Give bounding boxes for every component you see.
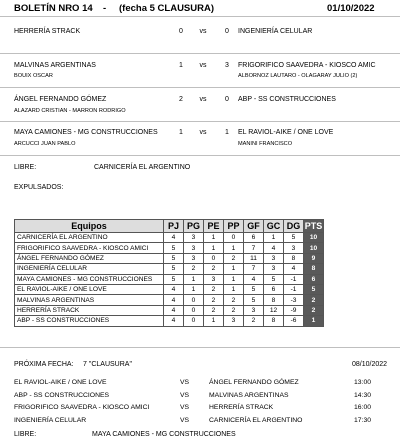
cell-pts: 2: [304, 305, 324, 315]
cell-pe: 2: [204, 305, 224, 315]
cell-pe: 2: [204, 284, 224, 294]
standings-body: [15, 233, 324, 327]
cell-pts: 10: [304, 233, 324, 243]
match-4-home-scorers: ARCUCCI JUAN PABLO: [14, 141, 76, 147]
col-pp: PP: [224, 220, 244, 233]
table-row: [15, 284, 324, 294]
cell-pg: 2: [184, 264, 204, 274]
cell-gf: 4: [244, 274, 264, 284]
cell-pts: 9: [304, 253, 324, 263]
match-3-away-goals: 0: [225, 96, 229, 103]
cell-pp: 2: [224, 305, 244, 315]
fixture-home: ABP - SS CONSTRUCCIONES: [14, 391, 110, 399]
match-4-home-goals: 1: [179, 129, 183, 136]
col-pj: PJ: [164, 220, 184, 233]
cell-gf: 6: [244, 233, 264, 243]
next-libre-team: MAYA CAMIONES - MG CONSTRUCCIONES: [92, 431, 236, 438]
cell-team: EL RAVIOL-AIKE / ONE LOVE: [15, 284, 164, 294]
cell-gc: 3: [264, 264, 284, 274]
cell-pts: 10: [304, 243, 324, 253]
cell-pts: 5: [304, 284, 324, 294]
cell-pp: 2: [224, 295, 244, 305]
match-4-away: EL RAVIOL-AIKE / ONE LOVE: [238, 129, 334, 136]
cell-pe: 1: [204, 243, 224, 253]
cell-dg: -6: [284, 316, 304, 326]
cell-pj: 5: [164, 243, 184, 253]
cell-pe: 2: [204, 264, 224, 274]
cell-team: MALVINAS ARGENTINAS: [15, 295, 164, 305]
cell-gf: 5: [244, 284, 264, 294]
cell-pp: 1: [224, 243, 244, 253]
table-row: [15, 316, 324, 326]
next-round-date: 08/10/2022: [352, 361, 388, 368]
match-1-home: HERRERÍA STRACK: [14, 28, 81, 35]
fixture-time: 17:30: [354, 416, 372, 424]
fixture-home: FRIGORIFICO SAAVEDRA - KIOSCO AMICI: [14, 404, 150, 411]
fixture-away: HERRERÍA STRACK: [209, 404, 274, 411]
cell-pg: 1: [184, 284, 204, 294]
match-3-away: ABP - SS CONSTRUCCIONES: [238, 96, 336, 103]
cell-pp: 1: [224, 264, 244, 274]
cell-pe: 2: [204, 295, 224, 305]
cell-dg: 4: [284, 264, 304, 274]
cell-team: INGENIERÍA CELULAR: [15, 264, 164, 274]
cell-pg: 3: [184, 243, 204, 253]
match-2-vs: vs: [199, 62, 207, 69]
col-pg: PG: [184, 220, 204, 233]
cell-pp: 1: [224, 274, 244, 284]
match-2-away-scorers: ALBORNOZ LAUTARO - OLAGARAY JULIO (2): [238, 73, 358, 79]
col-dg: DG: [284, 220, 304, 233]
cell-pts: 1: [304, 316, 324, 326]
cell-dg: -9: [284, 305, 304, 315]
cell-gf: 7: [244, 264, 264, 274]
match-2-home-goals: 1: [179, 62, 183, 69]
match-1-away: INGENIERÍA CELULAR: [238, 28, 313, 35]
table-row: [15, 264, 324, 274]
match-1-away-goals: 0: [225, 28, 229, 35]
match-1-home-goals: 0: [179, 28, 183, 35]
fixture-home: INGENIERÍA CELULAR: [14, 416, 87, 424]
cell-gc: 12: [264, 305, 284, 315]
cell-pts: 8: [304, 264, 324, 274]
fixture-vs: VS: [180, 404, 190, 411]
cell-pj: 5: [164, 274, 184, 284]
expulsados-label: EXPULSADOS:: [14, 184, 64, 191]
cell-pp: 1: [224, 284, 244, 294]
match-4-vs: vs: [199, 129, 207, 136]
table-row: [15, 243, 324, 253]
cell-gc: 3: [264, 253, 284, 263]
match-2-away: FRIGORIFICO SAAVEDRA - KIOSCO AMIC: [238, 62, 376, 69]
cell-pe: 0: [204, 253, 224, 263]
cell-pg: 0: [184, 316, 204, 326]
cell-pts: 6: [304, 274, 324, 284]
cell-pj: 5: [164, 253, 184, 263]
cell-gf: 2: [244, 316, 264, 326]
cell-dg: -1: [284, 274, 304, 284]
col-pe: PE: [204, 220, 224, 233]
match-divider: [0, 53, 400, 54]
match-3-vs: vs: [199, 96, 207, 103]
cell-gc: 8: [264, 295, 284, 305]
cell-team: MAYA CAMIONES - MG CONSTRUCCIONES: [15, 274, 164, 284]
cell-gc: 5: [264, 274, 284, 284]
match-3-home: ÁNGEL FERNANDO GÓMEZ: [14, 96, 107, 103]
cell-pj: 4: [164, 316, 184, 326]
cell-gf: 3: [244, 305, 264, 315]
match-divider: [0, 87, 400, 88]
col-gc: GC: [264, 220, 284, 233]
match-4-home: MAYA CAMIONES - MG CONSTRUCCIONES: [14, 129, 158, 136]
table-row: [15, 274, 324, 284]
table-row: [15, 253, 324, 263]
cell-pp: 0: [224, 233, 244, 243]
cell-pg: 3: [184, 233, 204, 243]
cell-dg: 5: [284, 233, 304, 243]
fixture-time: 13:00: [354, 379, 372, 386]
cell-pj: 4: [164, 305, 184, 315]
fixture-home: EL RAVIOL-AIKE / ONE LOVE: [14, 379, 107, 386]
cell-pj: 4: [164, 295, 184, 305]
fixture-vs: VS: [180, 391, 190, 399]
col-gf: GF: [244, 220, 264, 233]
cell-pj: 4: [164, 233, 184, 243]
table-row: [15, 305, 324, 315]
libre-label: LIBRE:: [14, 164, 37, 171]
cell-pe: 1: [204, 316, 224, 326]
bulletin-number: BOLETÍN NRO 14: [14, 3, 93, 14]
fixture-row: [0, 379, 400, 389]
cell-gc: 6: [264, 284, 284, 294]
cell-pe: 3: [204, 274, 224, 284]
cell-gc: 1: [264, 233, 284, 243]
cell-pj: 5: [164, 264, 184, 274]
cell-pe: 1: [204, 233, 224, 243]
fixture-row: [0, 417, 400, 427]
cell-gc: 8: [264, 316, 284, 326]
fixture-row: [0, 404, 400, 414]
match-divider: [0, 121, 400, 122]
standings-header-row: [15, 220, 324, 233]
fixture-away: ÁNGEL FERNANDO GÓMEZ: [209, 379, 299, 386]
libre-team: CARNICERÍA EL ARGENTINO: [94, 164, 191, 171]
match-divider: [0, 155, 400, 156]
cell-team: ÁNGEL FERNANDO GÓMEZ: [15, 253, 164, 263]
cell-team: HERRERÍA STRACK: [15, 305, 164, 315]
cell-dg: 3: [284, 243, 304, 253]
fixture-vs: VS: [180, 379, 190, 386]
fixture-vs: VS: [180, 416, 190, 424]
cell-pg: 1: [184, 274, 204, 284]
fixture-time: 16:00: [354, 404, 372, 411]
fixture-time: 14:30: [354, 391, 372, 399]
match-1-vs: vs: [199, 28, 207, 35]
next-round-name: 7 "CLAUSURA": [83, 361, 132, 368]
match-2-away-goals: 3: [225, 62, 229, 69]
standings-table: [14, 219, 324, 327]
col-pts: PTS: [304, 220, 323, 231]
cell-team: FRIGORIFICO SAAVEDRA - KIOSCO AMICI: [15, 243, 164, 253]
col-equipos: Equipos: [15, 220, 164, 233]
cell-gf: 11: [244, 253, 264, 263]
cell-gf: 5: [244, 295, 264, 305]
bulletin-date: 01/10/2022: [327, 3, 375, 14]
next-libre-label: LIBRE:: [14, 431, 37, 438]
match-2-home: MALVINAS ARGENTINAS: [14, 62, 96, 69]
fixture-away: MALVINAS ARGENTINAS: [209, 391, 289, 399]
table-row: [15, 233, 324, 243]
cell-pg: 0: [184, 295, 204, 305]
cell-dg: -3: [284, 295, 304, 305]
next-round-label: PRÓXIMA FECHA:: [14, 361, 74, 368]
cell-dg: -1: [284, 284, 304, 294]
cell-pg: 0: [184, 305, 204, 315]
cell-pts: 2: [304, 295, 324, 305]
match-3-home-scorers: ALAZARD CRISTIAN - MARRON RODRIGO: [14, 108, 126, 114]
next-round-divider: [0, 347, 400, 348]
cell-dg: 8: [284, 253, 304, 263]
match-4-away-scorers: MANINI FRANCISCO: [238, 141, 293, 147]
cell-gf: 7: [244, 243, 264, 253]
match-4-away-goals: 1: [225, 129, 229, 136]
round-label: (fecha 5 CLAUSURA): [119, 3, 215, 14]
cell-pp: 2: [224, 253, 244, 263]
cell-gc: 4: [264, 243, 284, 253]
cell-pp: 3: [224, 316, 244, 326]
cell-team: CARNICERÍA EL ARGENTINO: [15, 233, 164, 243]
table-row: [15, 295, 324, 305]
header-dash: -: [103, 3, 107, 14]
cell-pj: 4: [164, 284, 184, 294]
match-2-home-scorers: BOUIX OSCAR: [14, 73, 53, 79]
fixture-away: CARNICERÍA EL ARGENTINO: [209, 416, 303, 424]
cell-team: ABP - SS CONSTRUCCIONES: [15, 316, 164, 326]
fixture-row: [0, 392, 400, 402]
cell-pg: 3: [184, 253, 204, 263]
header-divider: [0, 16, 400, 17]
match-3-home-goals: 2: [179, 96, 183, 103]
